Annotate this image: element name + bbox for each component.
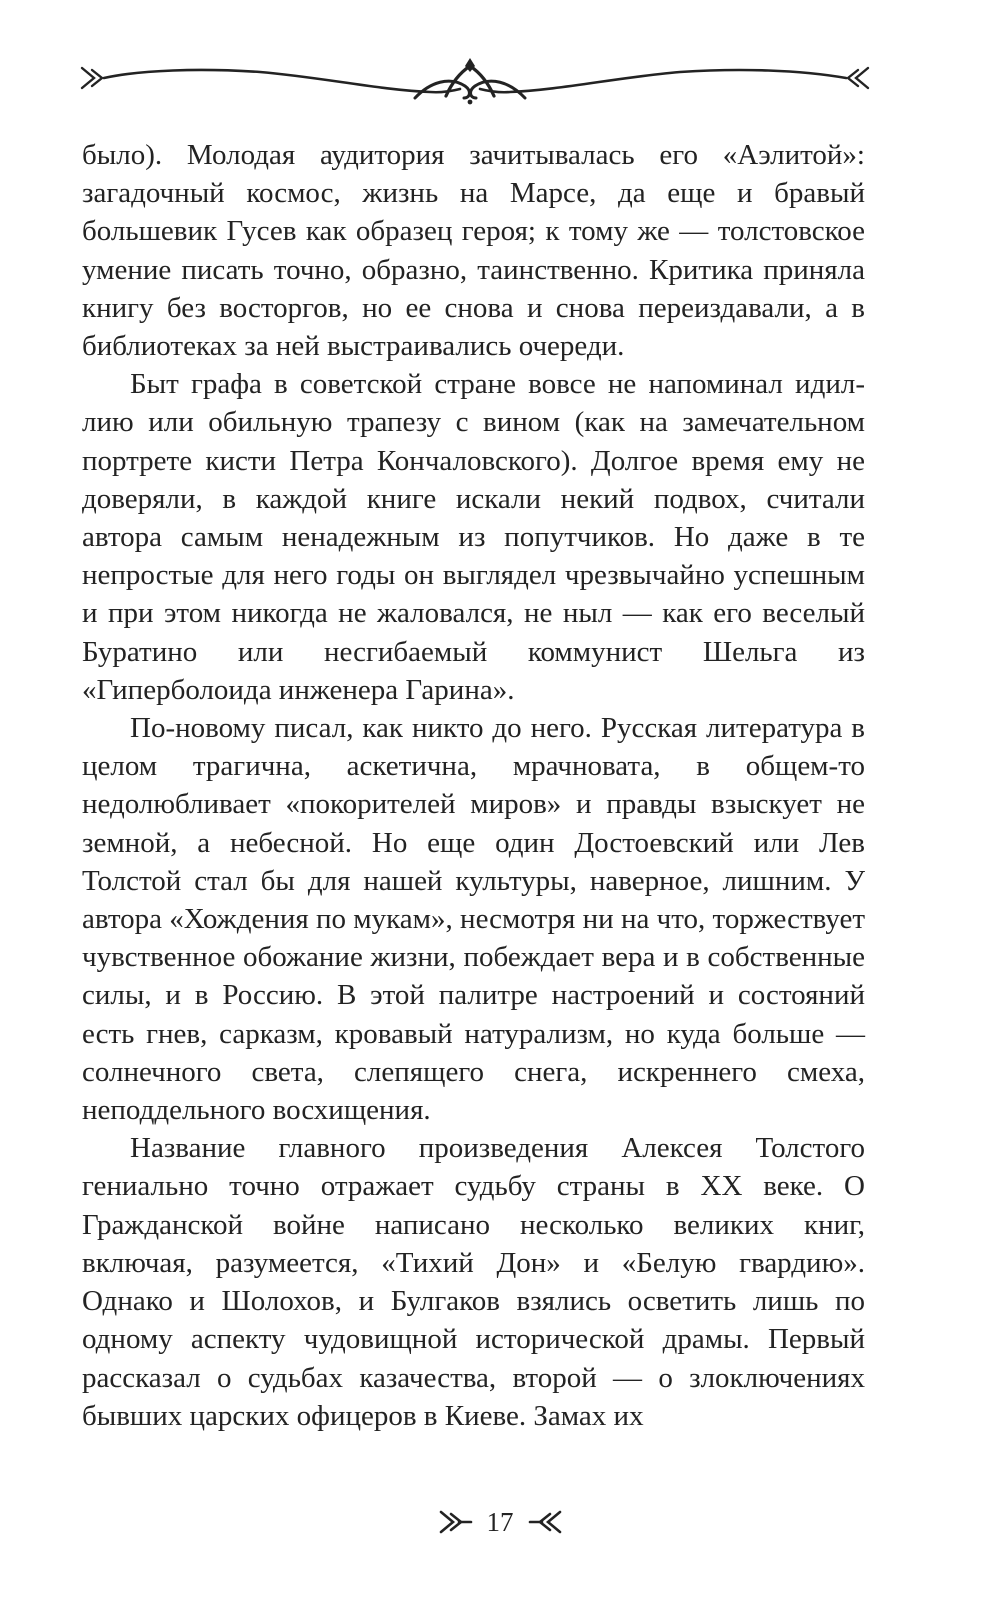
page-number: 17 [486,1506,514,1537]
page-footer [0,1502,1000,1542]
paragraph-4: Название главного произведения Алексея Толстого гениально точно отражает судьбу страны в XX веке. О Гражданской войне написано несколько великих книг, включая, разумеется, «Тихий Дон» и «Белую гвардию». Однако и Шолохов, и Булгаков взялись осветить лишь по одному аспекту чудовищной исторической драмы. Первый рассказал о судьбах казачества, второй — о злоключениях бывших царских офицеров в Киеве. Замах их [82,1132,865,1432]
paragraph-2: Быт графа в советской стране вовсе не напоминал идиллию или обильную трапезу с вином (как на замечательном портрете кисти Петра Кончаловского). Долгое время ему не доверяли, в каждой книге искали некий подвох, считали автора самым ненадежным из попутчиков. Но даже в те непростые для него годы он выглядел чрезвычайно успешным и при этом никогда не жаловался, не ныл — как его веселый Буратино или несгибаемый коммунист Шельга из «Гиперболоида инженера Гарина». [82,368,865,706]
right-ornament-icon [528,1507,562,1537]
ornamental-divider-icon [80,58,870,114]
paragraph-1: было). Молодая аудитория зачитывалась его «Аэлитой»: загадочный космос, жизнь на Марсе, да еще и бравый большевик Гусев как образец героя; к тому же — толстовское умение писать точно, образно, таинственно. Критика приняла книгу без восторгов, но ее снова и снова переиздавали, а в библиотеках за ней выстраивались очереди. [82,139,865,363]
paragraph-3: По-новому писал, как никто до него. Русская литература в целом трагична, аскетична, мрачновата, в общем-то недолюбливает «покорителей миров» и правды взыскует не земной, а небесной. Но еще один Достоевский или Лев Толстой стал бы для нашей культуры, наверное, лишним. У автора «Хождения по мукам», несмотря ни на что, торжествует чувственное обожание жизни, побеждает вера и в собственные силы, и в Россию. В этой палитре настроений и состояний есть гнев, сарказм, кровавый натурализм, но куда больше — солнечного света, слепящего снега, искреннего смеха, неподдельного восхищения. [82,712,865,1127]
body-text [82,136,865,1435]
left-ornament-icon [439,1507,473,1537]
